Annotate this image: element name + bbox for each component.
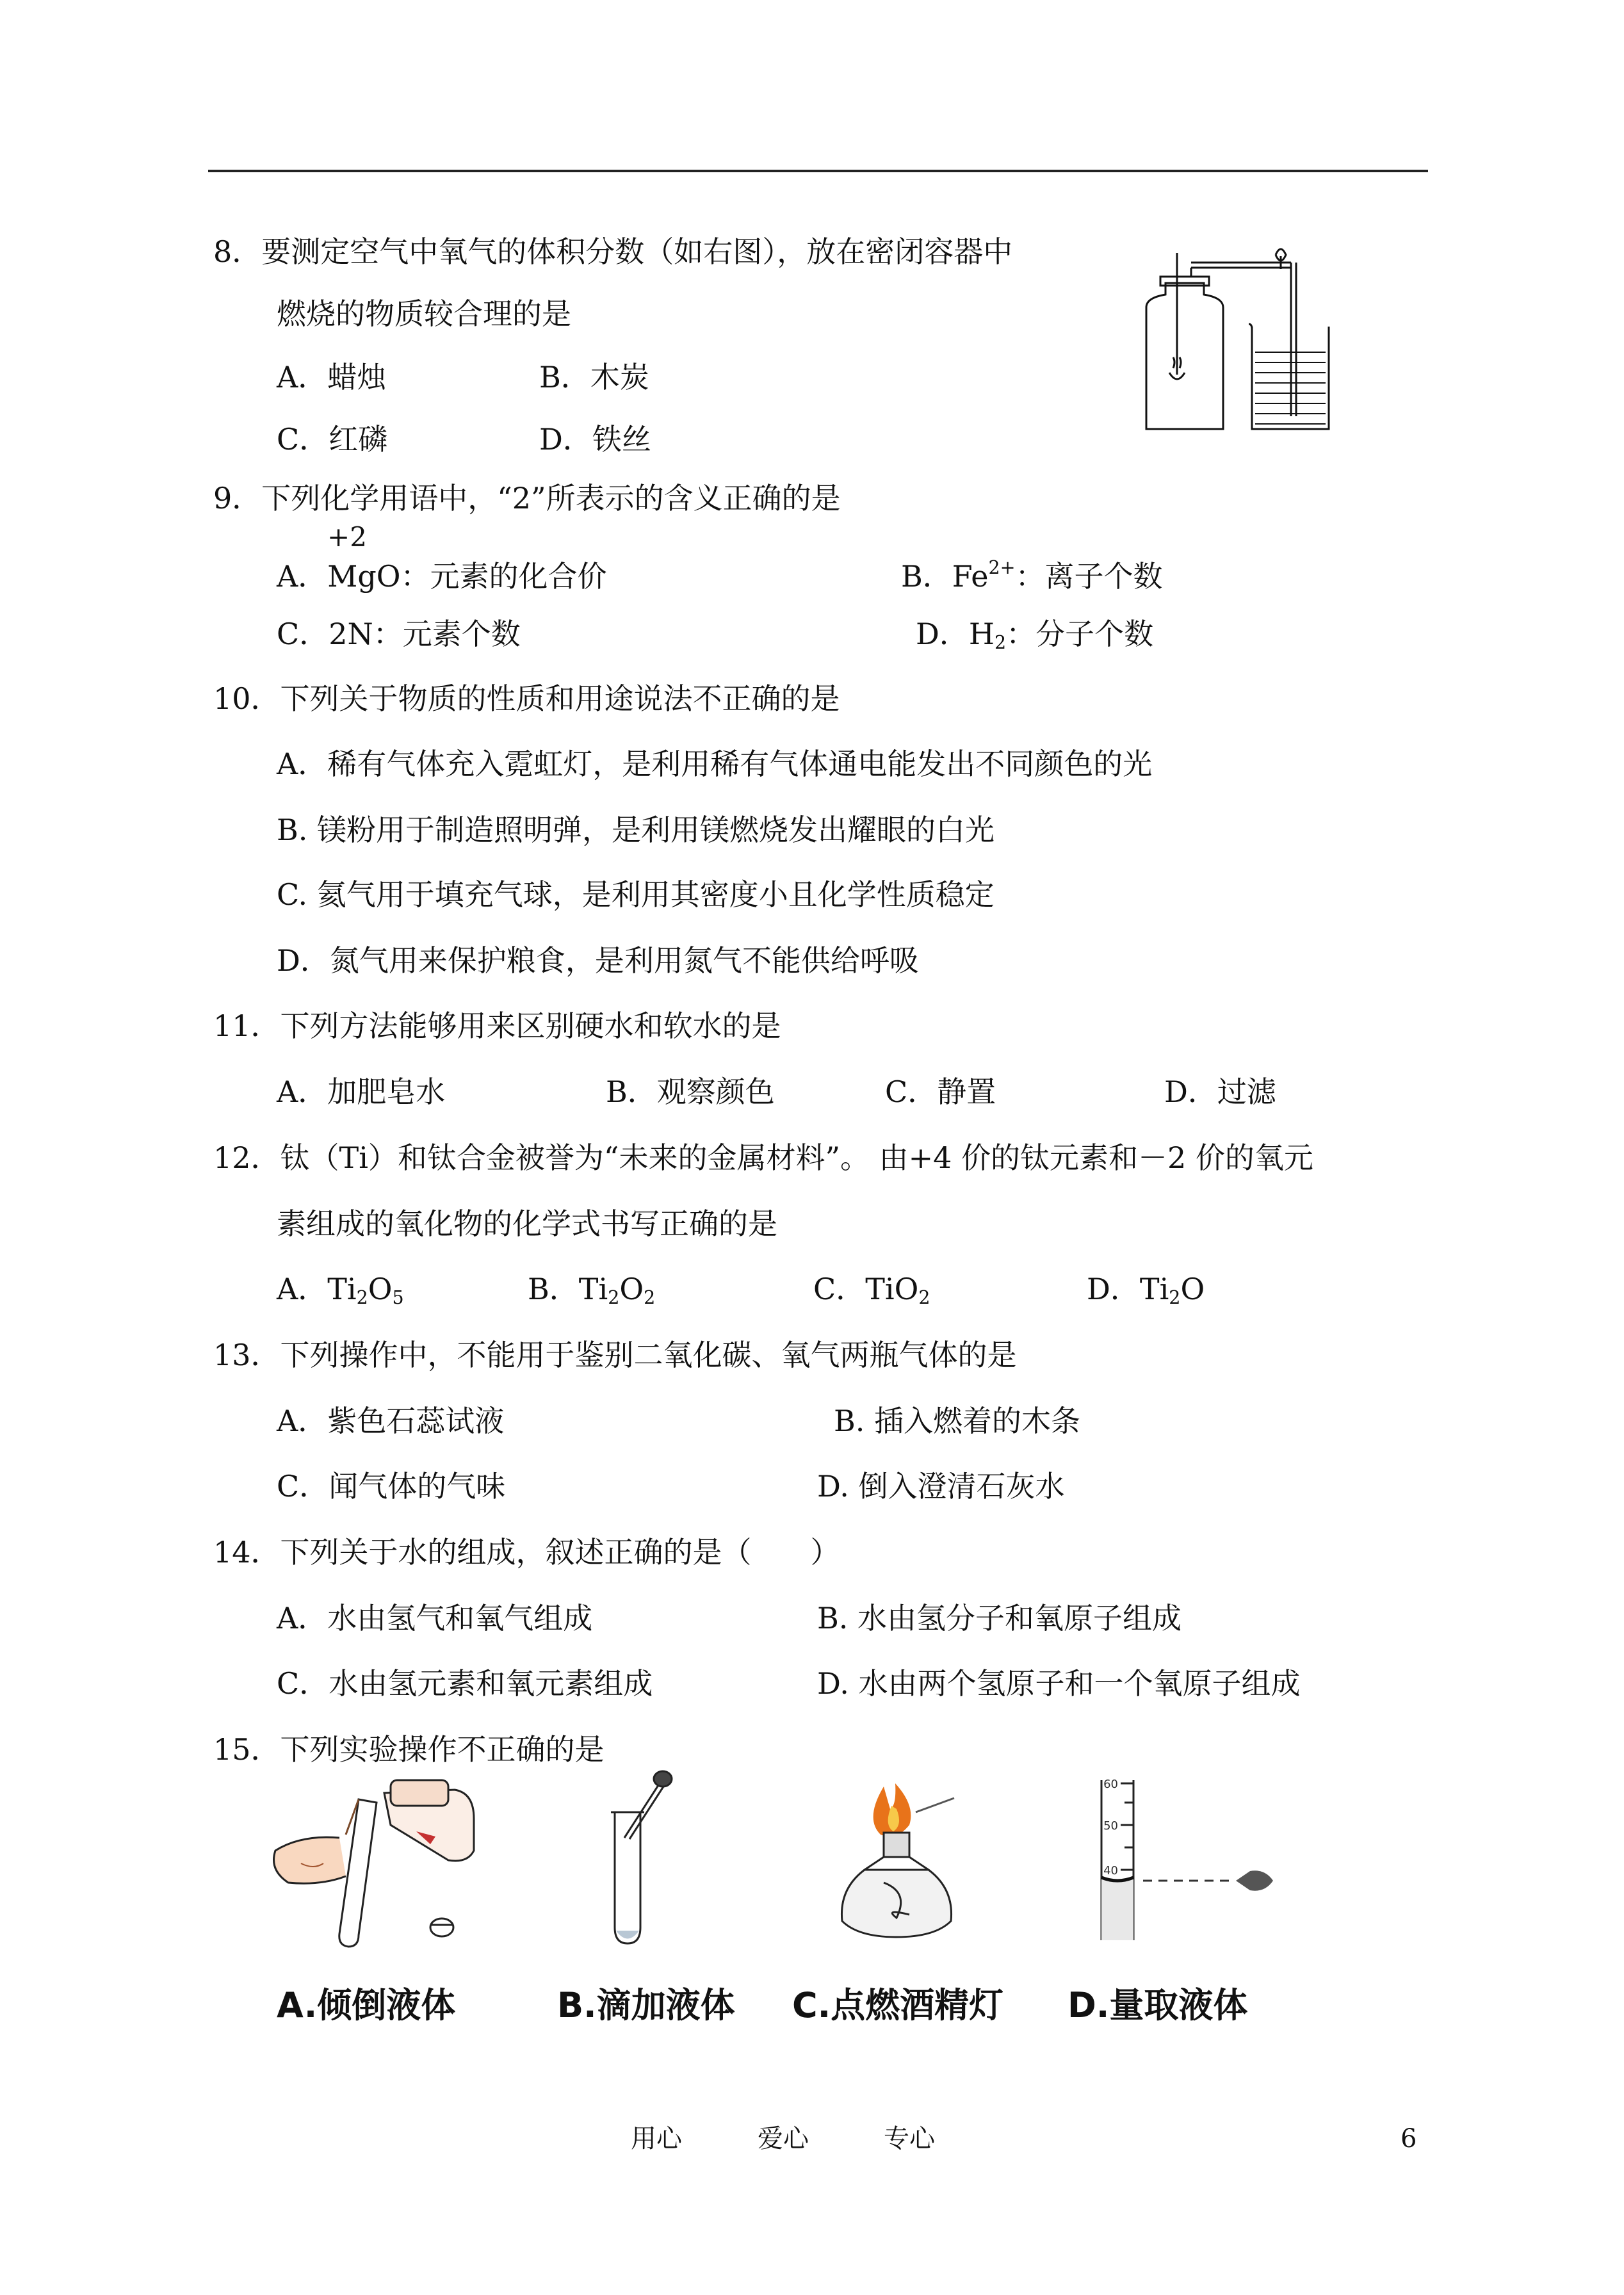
header-rule [208, 170, 1428, 172]
q9-stem: 9．下列化学用语中，“2”所表示的含义正确的是 [213, 481, 841, 515]
q12-option-d: D．$Ti_2O$ [1087, 1272, 1205, 1309]
q15-caption-a: A.倾倒液体 [277, 1985, 456, 2025]
q13-option-c: C．闻气体的气味 [277, 1469, 506, 1504]
q9-option-a: A．MgO：元素的化合价 [277, 559, 607, 594]
q13-option-b: B. 插入燃着的木条 [834, 1404, 1081, 1438]
q14-stem: 14．下列关于水的组成，叙述正确的是（ ） [213, 1535, 840, 1569]
q10-option-d: D．氮气用来保护粮食，是利用氮气不能供给呼吸 [277, 943, 919, 978]
q11-option-a: A．加肥皂水 [277, 1075, 446, 1109]
q9-option-d: D．$H_2$：分子个数 [916, 617, 1154, 654]
q13-stem: 13．下列操作中，不能用于鉴别二氧化碳、氧气两瓶气体的是 [213, 1338, 1017, 1372]
q8-option-c: C．红磷 [277, 422, 388, 457]
q12-stem-line2: 素组成的氧化物的化学式书写正确的是 [277, 1206, 777, 1241]
q10-stem: 10．下列关于物质的性质和用途说法不正确的是 [213, 681, 840, 716]
q8-option-d: D．铁丝 [539, 422, 651, 457]
q14-option-d: D. 水由两个氢原子和一个氧原子组成 [817, 1666, 1301, 1701]
cylinder-tick-50: 50 [1103, 1819, 1118, 1833]
footer-left: 用心 [631, 2124, 682, 2153]
q12-option-a: A．$Ti_2O_5$ [277, 1272, 404, 1309]
graduated-cylinder-figure [1082, 1774, 1287, 1947]
q11-option-d: D．过滤 [1164, 1075, 1276, 1109]
q13-option-a: A．紫色石蕊试液 [277, 1404, 505, 1438]
q9-valence-mark: +2 [327, 521, 367, 553]
q15-caption-c: C.点燃酒精灯 [792, 1985, 1004, 2025]
footer-mid: 爱心 [758, 2124, 809, 2153]
cylinder-tick-60: 60 [1103, 1778, 1118, 1791]
q8-option-a: A．蜡烛 [277, 360, 387, 394]
q10-option-b: B. 镁粉用于制造照明弹，是利用镁燃烧发出耀眼的白光 [277, 813, 995, 847]
cylinder-tick-40: 40 [1103, 1864, 1118, 1877]
oxygen-apparatus-figure [1127, 237, 1338, 435]
alcohol-lamp-figure [820, 1780, 973, 1947]
q8-stem-line1: 8．要测定空气中氧气的体积分数（如右图），放在密闭容器中 [213, 234, 1013, 269]
pouring-liquid-figure [263, 1774, 493, 1953]
page-number: 6 [1401, 2124, 1417, 2153]
q10-option-c: C. 氦气用于填充气球，是利用其密度小且化学性质稳定 [277, 877, 995, 912]
q9-option-c: C．2N：元素个数 [277, 617, 521, 651]
q13-option-d: D. 倒入澄清石灰水 [817, 1469, 1065, 1504]
q15-caption-d: D.量取液体 [1068, 1985, 1248, 2025]
q12-stem-line1: 12．钛（Ti）和钛合金被誉为“未来的金属材料”。 由+4 价的钛元素和－2 价的氧元 [213, 1140, 1313, 1175]
dropping-liquid-figure [589, 1767, 692, 1953]
q8-option-b: B．木炭 [539, 360, 649, 394]
q14-option-b: B. 水由氢分子和氧原子组成 [817, 1601, 1182, 1635]
q11-option-c: C．静置 [885, 1075, 996, 1109]
q15-caption-b: B.滴加液体 [557, 1985, 735, 2025]
q14-option-a: A．水由氢气和氧气组成 [277, 1601, 593, 1635]
q10-option-a: A．稀有气体充入霓虹灯，是利用稀有气体通电能发出不同颜色的光 [277, 747, 1153, 781]
q15-stem: 15．下列实验操作不正确的是 [213, 1732, 605, 1767]
q12-option-c: C．TiO$_2$ [813, 1272, 930, 1309]
q14-option-c: C．水由氢元素和氧元素组成 [277, 1666, 653, 1701]
q9-option-b: B．$Fe^{2+}$：离子个数 [901, 557, 1163, 594]
footer-right: 专心 [884, 2124, 935, 2153]
q8-stem-line2: 燃烧的物质较合理的是 [277, 296, 571, 331]
q12-option-b: B．$Ti_2O_2$ [528, 1272, 656, 1309]
q11-option-b: B．观察颜色 [606, 1075, 775, 1109]
q11-stem: 11．下列方法能够用来区别硬水和软水的是 [213, 1009, 781, 1043]
